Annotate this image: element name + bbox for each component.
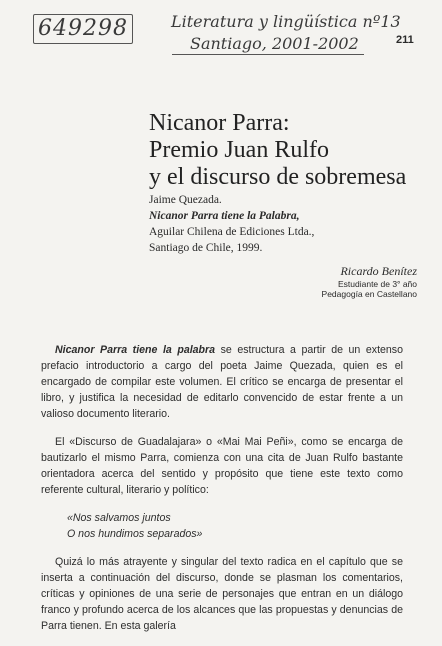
paragraph-1 (41, 342, 403, 422)
handwritten-place-date: Santiago, 2001-2002 (190, 34, 359, 53)
page-number: 211 (396, 34, 414, 46)
reviewer-role-2: Pedagogía en Castellano (321, 289, 417, 299)
book-reference (149, 192, 314, 256)
article-body (41, 342, 403, 646)
paragraph-1-text: se estructura a partir de un extenso prefacio introductorio a cargo del poeta Jaime Quezada, quien es el encargado de compilar este volumen. El crítico se encarga de presentar el libro, y justifica la necesidad de editarlo convencido de estar frente a un valioso documento literario. (41, 344, 403, 420)
reviewer-block (322, 264, 417, 299)
paragraph-2: El «Discurso de Guadalajara» o «Mai Mai Peñi», como se encarga de bautizarlo el mismo Parra, comienza con una cita de Juan Rulfo bastante orientadora acerca del sentido y propósito que tiene este texto como referente cultural, literario y político: (41, 436, 403, 496)
title-line-1: Nicanor Parra: (149, 110, 290, 136)
book-place-year: Santiago de Chile, 1999. (149, 242, 263, 254)
book-author: Jaime Quezada. (149, 194, 222, 206)
handwritten-underline (172, 54, 364, 55)
title-line-2: Premio Juan Rulfo (149, 137, 329, 163)
title-line-3: y el discurso de sobremesa (149, 164, 407, 190)
handwritten-catalog-number: 649298 (33, 14, 133, 44)
reviewer-role-1: Estudiante de 3° año (337, 279, 417, 289)
paragraph-3: Quizá lo más atrayente y singular del texto radica en el capítulo que se inserta a continuación del discurso, donde se plasman los comentarios, críticas y opiniones de una serie de personajes que entran en un diálogo franco y profundo acerca de los alcances que las propuestas y denuncias de Parra tienen. En esta galería (41, 556, 403, 632)
quote-line-2: O nos hundimos separados» (67, 528, 203, 540)
book-title: Nicanor Parra tiene la Palabra, (149, 210, 300, 222)
quote-line-1: «Nos salvamos juntos (67, 512, 171, 524)
handwritten-journal-title: Literatura y lingüística nº13 (171, 12, 401, 31)
epigraph-quote (67, 510, 403, 542)
book-publisher: Aguilar Chilena de Ediciones Ltda., (149, 226, 315, 238)
reviewer-name: Ricardo Benítez (340, 264, 417, 278)
paragraph-1-lead: Nicanor Parra tiene la palabra (55, 344, 216, 356)
article-title (149, 110, 406, 191)
